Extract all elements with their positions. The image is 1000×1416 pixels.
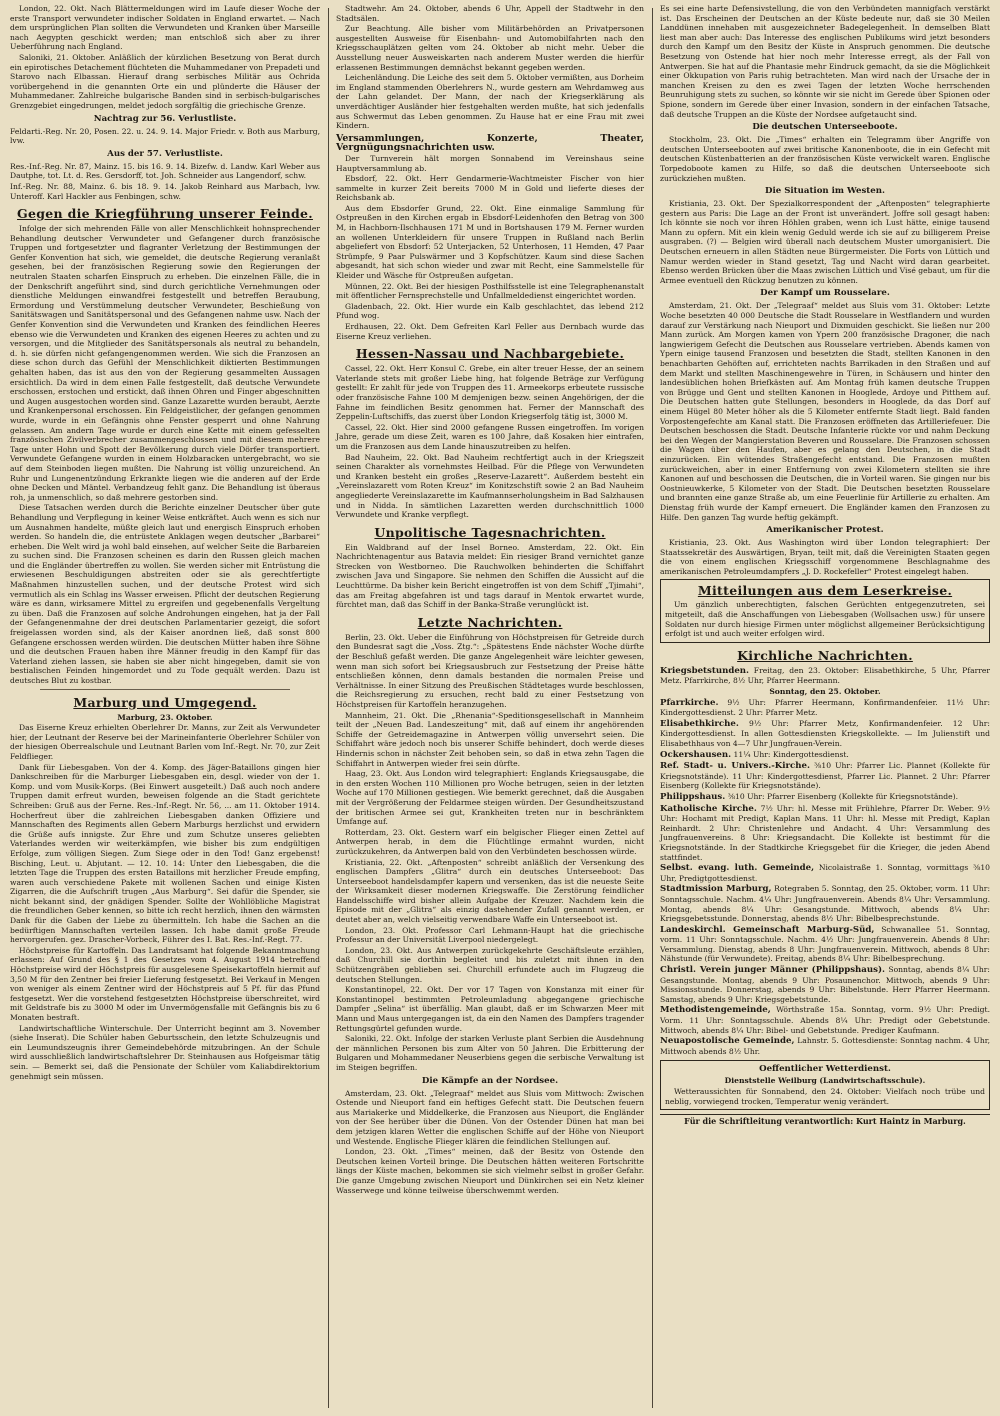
section-title-nachtrag: Nachtrag zur 56. Verlustliste. [93, 113, 237, 124]
news-item: Ein Waldbrand auf der Insel Borneo. Amsterdam, 22. Okt. Ein Nachrichtenagentur aus Batavia meldet: Ein riesiger Brand vernichtet ganze Strecken von Westborneo. Die Rauchwolken behinderten die Schiffahrt zwischen Java und Singapore. Sie nehmen den Schiffen die Aussicht auf die Leuchttürme. Da bisher kein Bericht eingetroffen ist von dem Schiff „Tjimahi“, das am Freitag abgefahren ist und tags darauf in Mentok erwartet wurde, fürchtet man, daß das Schiff in der Banka-Straße verunglückt ist. [336, 542, 644, 610]
church-entry [660, 761, 990, 791]
reader-notice-text: Um gänzlich unberechtigten, falschen Gerüchten entgegenzutreten, sei mitgeteilt, daß die Anschaffungen von Liebesgaben (Wollsachen usw.) für unsere Soldaten nur durch hiesige Firmen unter möglichst allgemeiner Berücksichtigung erfolgt ist und auch weiter erfolgen wird. [665, 600, 985, 639]
church-entry [660, 863, 990, 883]
casualty-entry: Res.-Inf.-Reg. Nr. 87, Mainz. 15. bis 16. 9. 14. Bizefw. d. Landw. Karl Weber aus Dautphe, tot. Lt. d. Res. Gersdorff, tot. Joh. Schneider aus Langendorf, schw. [10, 161, 320, 181]
divider [40, 689, 290, 690]
column-rule [652, 8, 653, 1408]
headline-marburg: Marburg und Umgegend. [73, 694, 257, 710]
local-news-item: Dank für Liebesgaben. Von der 4. Komp. des Jäger-Bataillons gingen hier Dankschreiben für die Marburger Liebesgaben ein, desgl. wieder von der 1. Komp. und vom Musik-Korps. (Bei Einwert ausgeteilt.) Daß auch noch andere Truppen damit erfreut wurden, beweisen folgende an die Stadt gerichtete Schreiben: Gruß aus der Ferne. Res.-Inf.-Regt. Nr. 56, ... am 11. Oktober 1914. Hocherfreut über die zahlreichen Liebesgaben danken Offiziere und Mannschaften des Regiments allen Gebern Marburgs herzlichst und erwidern die Grüße aufs innigste. Zur Ehre und zum Schutze unseres geliebten Vaterlandes werden wir weiterkämpfen, wie bisher bis zum endgültigen Erfolge, zum völligen Siegen. Zum Siege oder in den Tod! Ganz ergebenst! Bisching, Leut. u. Abjutant. — 12. 10. 14: Unter den Liebesgaben, die die letzten Tage die Truppen des ersten Bataillons mit herzlicher Freude empfing, waren auch verschiedene Pakete mit wollenen Sachen und einige Kisten Zigarren, die die Aufschrift trugen „Aus Marburg“. Sei dafür die Spender, sie nicht bekannt sind, der gnädigen Spender. Sollte der Wohllöbliche Magistrat die freundlichen Geber kennen, so bitte ich recht herzlich, ihnen den wärmsten Dank für die Gaben der Liebe zu übermitteln. Ich habe die Sachen an die bedürftigen Mannschaften verteilen lassen. Ich habe damit große Freude hervorgerufen. gez. Drascher-Vorbeck, Führer des I. Bat. Res.-Inf.-Regt. 77. [10, 762, 320, 945]
church-entry-name: Landeskirchl. Gemeinschaft Marburg-Süd, [660, 924, 875, 935]
church-entry-text: 9½ Uhr: Pfarrer Metz, Konfirmandenfeier. 12 Uhr: Kindergottesdienst. In allen Gottesdiensten Kriegskollekte. — Im Julienstift und Elisabethhaus von 4—7 Uhr Jungfrauen-Verein. [660, 718, 990, 748]
news-item: Amsterdam, 23. Okt. „Telegraaf“ meldet aus Sluis vom Mittwoch: Zwischen Ostende und Nieuport fand ein heftiges Gefecht statt. Die Deutschen feuern aus Mariakerke und Middelkerke, die Franzosen aus Nieuport, die Engländer von der See herüber über die Dünen. Von der Ostender Dünen hat man bei dem jetzigen klaren Wetter die englischen Schiffe auf der Höhe von Nieuport und Westende. Englische Flieger klären die feindlichen Stellungen auf. [336, 1088, 644, 1146]
local-news-item: Münnen, 22. Okt. Bei der hiesigen Posthilfsstelle ist eine Telegraphenanstalt mit öffentlicher Fernsprechstelle und Unfallmeldedienst eingerichtet worden. [336, 281, 644, 301]
news-item: Konstantinopel, 22. Okt. Der vor 17 Tagen von Konstanza mit einer für Konstantinopel bestimmten Petroleumladung abgegangene griechische Dampfer „Selina“ ist überfällig. Man glaubt, daß er im Schwarzen Meer mit Mann und Maus untergegangen ist, da ein den Namen des Dampfers tragender Rettungsgürtel gefunden wurde. [336, 985, 644, 1033]
article-london: London, 22. Okt. Nach Blättermeldungen wird im Laufe dieser Woche der erste Transport verwundeter indischer Soldaten in England erwartet. — Nach dem ursprünglichen Plan sollten die Verwundeten und Kranken über Marseille nach Aegypten geschickt werden; man entschloß sich aber zu ihrer Ueberführung nach England. [10, 4, 320, 52]
news-item: Kristiania, 23. Okt. Aus Washington wird über London telegraphiert: Der Staatssekretär des Auswärtigen, Bryan, teilt mit, daß die Vereinigten Staaten gegen die von einem englischen Kriegsschiff vorgenommene Beschlagnahme des amerikanischen Petroleumdampfers „J. D. Rockefeller“ Protest eingelegt haben. [660, 538, 990, 576]
church-entry [660, 884, 990, 923]
editor-footer: Für die Schriftleitung verantwortlich: Kurt Haintz in Marburg. [660, 1114, 990, 1127]
local-news-item: Zur Beachtung. Alle bisher vom Militärbehörden an Privatpersonen ausgestellten Ausweise für Eisenbahn- und Automobilfahrten nach den Kriegsschauplätzen gelten vom 24. Oktober ab nicht mehr. Ueber die Ausstellung neuer Ausweiskarten nach anderem Muster werden die hierfür erlassenen Bestimmungen demnächst bekannt gegeben werden. [336, 24, 644, 72]
church-entry [660, 698, 990, 718]
church-entry-text: 9½ Uhr: Pfarrer Heermann, Konfirmandenfeier. 11½ Uhr: Kindergottesdienst. 2 Uhr: Pfarrer Metz. [660, 697, 990, 718]
church-entry-text: 11¼ Uhr: Kindergottesdienst. [733, 749, 849, 759]
headline-unpolitische: Unpolitische Tagesnachrichten. [374, 524, 606, 540]
church-entry-text: Freitag, den 23. Oktober: Elisabethkirche, 5 Uhr, Pfarrer Metz. Pfarrkirche, 8½ Uhr, Pfarrer Heermann. [660, 665, 990, 686]
church-entry-name: Pfarrkirche. [660, 697, 719, 708]
church-entry [660, 719, 990, 749]
church-entry-name: Ref. Stadt- u. Univers.-Kirche. [660, 761, 810, 772]
news-item: Rotterdam, 23. Okt. Gestern warf ein belgischer Flieger einen Zettel auf Antwerpen herab, in dem die Flüchtlinge ermahnt wurden, nicht zurückzukehren, da Antwerpen bald von den Verbündeten beschossen würde. [336, 827, 644, 856]
church-entry-text: ⅜10 Uhr: Pfarrer Lic. Plannet (Kollekte für Kriegsnotstände). 11 Uhr: Kindergottesdienst, Pfarrer Lic. Plannet. 2 Uhr: Pfarrer Eisenberg (Kollekte für Kriegsnotstände). [660, 761, 990, 791]
dateline: Marburg, 23. Oktober. [117, 712, 213, 722]
weather-box [660, 1060, 990, 1110]
news-item: London, 23. Okt. Professor Carl Lehmann-Haupt hat die griechische Professur an der Universität Liverpool niedergelegt. [336, 925, 644, 945]
church-schedule-list [660, 666, 990, 1057]
section-title-wetter: Oeffentlicher Wetterdienst. [759, 1064, 891, 1075]
church-entry [660, 965, 990, 1004]
church-entry-name: Kriegsbetstunden. [660, 665, 750, 676]
column-rule [328, 8, 329, 1408]
local-news-item: Erdhausen, 22. Okt. Dem Gefreiten Karl Feller aus Dernbach wurde das Eiserne Kreuz verliehen. [336, 322, 644, 341]
church-entry-name: Neuapostolische Gemeinde, [660, 1036, 795, 1047]
church-entry-name: Elisabethkirche. [660, 718, 739, 729]
weather-station: Dienststelle Weilburg (Landwirtschaftsschule). [724, 1076, 926, 1086]
church-entry-name: Katholische Kirche. [660, 803, 757, 814]
church-entry [660, 925, 990, 964]
article-paragraph: Infolge der sich mehrenden Fälle von aller Menschlichkeit hohnsprechender Behandlung deutscher Verwundeter und Gefangener durch französische Truppen und fortgesetzter und flagranter Verletzung der Bestimmungen der Genfer Konvention hat sich, wie gemeldet, die deutsche Regierung veranlaßt gesehen, bei der französischen Regierung sowie den Regierungen der neutralen Staaten scharfen Einspruch zu erheben. Die einzelnen Fälle, die in der Denkschrift angeführt sind, sind durch gerichtliche Vernehmungen oder dienstliche Meldungen einwandfrei festgestellt und betreffen Beraubung, Ermordung und Verstümmelung deutscher Verwundeter, Beschießung von Sanitätswagen und Sanitätspersonal und des Gefangenen nahme usw. Nach der Genfer Konvention sind die Verwundeten und Kranken des feindlichen Heeres ebenso wie die Verwundeten und Kranken des eigenen Heeres zu achten und zu versorgen, und die Mitglieder des Sanitätspersonals als neutral zu behandeln, d. h. sie dürfen nicht gefangengenommen werden. Wie sich die Franzosen an diese schon durch das Gefühl der Menschlichkeit diktierten Bestimmungen gehalten haben, das ist aus den von der Regierung gesammelten Aussagen ersichtlich. Da wird in dem einen Falle festgestellt, daß deutsche Verwundete erschossen, erstochen und erstickt, daß ihnen Ohren und Finger abgeschnitten und Augen ausgestochen worden sind. Ganze Lazarette wurden beraubt, Aerzte und Krankenpersonal erschossen. Ein Feldgeistlicher, der gefangen genommen wurde, wurde in ein Gefängnis ohne Fenster gesperrt und ohne Nahrung gelassen. Am andern Tage wurde er durch eine Kette mit einem gefesselten französischen Zivilverbrecher zusammengeschlossen und mit diesem mehrere Tage unter Hohn und Spott der Bevölkerung durch viele Dörfer transportiert. Verwundete Gefangene wurden in einem Holzbaracken untergebracht, wo sie auf dem Steinboden liegen mußten. Die Nahrung ist völlig unzureichend. An Ruhr und Lungenentzündung Erkrankte liegen wie die anderen auf der Erde ohne Decken und Mäntel. Verbandzeug fehlt ganz. Die Behandlung ist überaus roh, ja unmenschlich, so daß mehrere gestorben sind. [10, 224, 320, 502]
church-entry [660, 750, 990, 761]
news-item: London, 23. Okt. „Times“ meinen, daß der Besitz von Ostende den Deutschen keinen Vorteil bringe. Die Deutschen hätten weiteren Fortschritte längs der Küste machen, bekommen sie sich vielmehr selbst in großer Gefahr. Die ganze Umgebung zwischen Nieuport und Dünkirchen sei ein Netz kleiner Wasserwege und könne teilweise überschwemmt werden. [336, 1147, 644, 1195]
church-entry-text: Sonntag, den 25. Oktober. [769, 687, 881, 697]
church-entry [660, 1005, 990, 1035]
local-news-item: Gladenbach, 22. Okt. Hier wurde ein Kalb geschlachtet, das lebend 212 Pfund wog. [336, 301, 644, 321]
casualty-entry: Feldarti.-Reg. Nr. 20, Posen. 22. u. 24. 9. 14. Major Friedr. v. Both aus Marburg, lvw. [10, 126, 320, 146]
church-entry [660, 804, 990, 863]
section-title-nordsee: Die Kämpfe an der Nordsee. [421, 1075, 559, 1086]
reader-notice-box [660, 579, 990, 642]
headline-letzte-nachrichten: Letzte Nachrichten. [417, 614, 563, 630]
church-entry-name: Philippshaus. [660, 791, 726, 802]
church-entry-text: Nicolaistraße 1. Sonntag, vormittags ⅜10 Uhr, Predigtgottesdienst. [660, 863, 990, 883]
news-item: Kristiania, 22. Okt. „Aftenposten“ schreibt anläßlich der Versenkung des englischen Dampfers „Glitra“ durch ein deutsches Unterseeboot: Das Unterseeboot handelsdampfer kapern und versenken, das ist die neueste Seite der Wirksamkeit dieser modernen Kriegswaffe. Die Zerstörung feindlicher Handelsschiffe wird bisher allein Aufgabe der Kreuzer. Nachdem kein die Episode mit der „Glitra“ als einzig dastehender Zufall genannt werden, er deutet aber an, welch vielseitig verwendbare Waffe ein Unterseeboot ist. [336, 857, 644, 925]
news-item: Berlin, 23. Okt. Ueber die Einführung von Höchstpreisen für Getreide durch den Bundesrat sagt die „Voss. Ztg.“: „Spätestens Ende nächster Woche dürfte der Beschluß gefaßt werden. Die ganze Angelegenheit wäre leichter gewesen, wenn man sich sofort bei Kriegsausbruch zur Festsetzung der Preise hätte entschließen können, denn damals bestanden die normalen Preise und Verhältnisse. In einer Sitzung des Preußischen Städtetages wurde beschlossen, die Reichsregierung zu ersuchen, recht bald zu einer Festsetzung von Höchstpreisen für Kartoffeln heranzugehen. [336, 632, 644, 709]
local-news-item: Höchstpreise für Kartoffeln. Das Landratsamt hat folgende Bekanntmachung erlassen: Auf Grund des § 1 des Gesetzes vom 4. August 1914 betreffend Höchstpreise wird der Höchstpreis für ausgelesene Speisekartoffeln hiermit auf 3,50 M für den Zentner bei freier Lieferung festgesetzt. Bei Verkauf in Mengen von weniger als einem Zentner wird der Höchstpreis auf 5 Pf. für das Pfund festgesetzt. Wer die vorstehend festgesetzten Höchstpreise überschreitet, wird mit Geldstrafe bis zu 3000 M oder im Unvermögensfalle mit Gefängnis bis zu 6 Monaten bestraft. [10, 945, 320, 1022]
local-news-item: Das Eiserne Kreuz erhielten Oberlehrer Dr. Manns, zur Zeit als Verwundeter hier, der Leutnant der Reserve bei der Marineinfanterie Oberlehrer Schüler von der hiesigen Oberrealschule und Leutnant Barlen vom Inf.-Regt. Nr. 70, zur Zeit Feldflieger. [10, 723, 320, 761]
local-news-item: Ebsdorf, 22. Okt. Herr Gendarmerie-Wachtmeister Fischer von hier sammelte in kurzer Zeit bereits 7000 M in Gold und lieferte dieses der Reichsbank ab. [336, 174, 644, 203]
regional-news-item: Cassel, 22. Okt. Hier sind 2000 gefangene Russen eingetroffen. Im vorigen Jahre, gerade um diese Zeit, waren es 100 Jahre, daß Kosaken hier eintrafen, um die Franzosen aus dem Lande hinauszutreiben zu helfen. [336, 422, 644, 451]
local-news-item: Stadtwehr. Am 24. Oktober, abends 6 Uhr, Appell der Stadtwehr in den Stadtsälen. [336, 4, 644, 23]
column-3 [654, 0, 996, 1410]
section-title-verlustliste: Aus der 57. Verlustliste. [107, 148, 223, 159]
local-news-item: Leichenländung. Die Leiche des seit dem 5. Oktober vermißten, aus Dorheim im England stammenden Oberlehrers N., wurde gestern am Wehrdamweg aus der Lahn gelandet. Der Mann, der nach der Kriegserklärung als unverdächtiger Ausländer hier festgehalten werden mußte, hat sich jedenfalls aus Schwermut das Leben genommen. Zu Hause hat er eine Frau mit zwei Kindern. [336, 73, 644, 131]
church-entry-text: Rotegraben 5. Sonntag, den 25. Oktober, vorm. 11 Uhr: Sonntagsschule. Nachm. 4¼ Uhr: Jungfrauenverein. Abends 8¼ Uhr: Versammlung. Montag, abends 8¼ Uhr: Gesangstunde. Mittwoch, abends 8¼ Uhr: Kriegsgebetsstunde. Donnerstag, abends 8½ Uhr: Bibelbesprechstunde. [660, 884, 990, 924]
church-entry-name: Christl. Verein junger Männer (Philippshaus). [660, 965, 886, 976]
church-entry-name: Selbst. evang. luth. Gemeinde, [660, 863, 815, 874]
casualty-entry: Inf.-Reg. Nr. 88, Mainz. 6. bis 18. 9. 14. Jakob Reinhard aus Marbach, lvw. Unteroff. Karl Hackler aus Fenbingen, schw. [10, 181, 320, 201]
article-paragraph: Diese Tatsachen werden durch die Berichte einzelner Deutscher über gute Behandlung und Verpflegung in keiner Weise entkräftet. Auch wenn es sich nur um Ausnahmen handelte, müßte gleich laut und energisch Einspruch erhoben werden. So handeln die, die entrüstete Anklagen wegen deutscher „Barbarei“ erheben. Die Welt wird ja wohl bald einsehen, auf welcher Seite die Barbareien zu suchen sind. Die Franzosen scheinen es darin den Russen gleich machen und die Engländer übertreffen zu wollen. Sie werden sicher mit Entrüstung die erwiesenen Beschuldigungen abstreiten oder sie als gerechtfertigte Maßnahmen hinzustellen suchen, und der deutsche Protest wird sich vermutlich als ein Schlag ins Wasser erweisen. Pflicht der deutschen Regierung wäre es dann, wirksamere Mittel zu ergreifen und gegebenenfalls Vergeltung zu üben. Daß die Franzosen auf solche Androhungen eingehen, hat ja der Fall der Gefangenenmahne der drei deutschen Parlamentarier gezeigt, die sofort freigelassen worden sind, als der Kaiser anordnen ließ, daß sonst 800 Gefangene erschossen werden würden. Die deutschen Mütter haben ihre Söhne und die deutschen Frauen haben ihre Männer freudig in den Kampf für das Vaterland ziehen lassen, sie haben sie aber nicht hingegeben, damit sie von bestialischen Feinden hingemordet und zu Tode gequält werden. Dazu ist deutsches Blut zu kostbar. [10, 503, 320, 685]
news-item: Es sei eine harte Defensivstellung, die von den Verbündeten mannigfach verstärkt ist. Das Erscheinen der Deutschen an der Küste bedeute nur, daß sie 30 Meilen Landdünen innehaben mit ausgezeichneter Badegelegenheit. In demselben Blatt liest man aber auch: Das Interesse des englischen Publikums wird jetzt besonders durch den Kampf um den Besitz der Küste in Anspruch genommen. Die deutsche Besetzung von Ostende hat hier noch mehr Interesse erregt, als der Fall von Antwerpen. Sie hat auf die Phantasie mehr Eindruck gemacht, da sie die Möglichkeit einer Okkupation von Paris ruhig betrachteten. Man wird nach der Ursache der in manchen Kreisen zu den es zwei Tagen der letzten Woche herrschenden Beunruhigung stets zu suchen, so könnte wir sie nicht im Gerede über Spionen oder Spione, sondern im Gerede über einer Invasion, sondern in der einfachen Tatsache, daß deutsche Truppen an die Küste der Nordsee aufgetaucht sind. [660, 4, 990, 119]
column-2 [330, 0, 650, 1410]
church-entry-text: 7½ Uhr: hl. Messe mit Frühlehre, Pfarrer Dr. Weber. 9½ Uhr: Hochamt mit Predigt, Kaplan Mans. 11 Uhr: hl. Messe mit Predigt, Kaplan Reinhardt. 2 Uhr: Christenlehre und Andacht. 4 Uhr: Versammlung des Jungfrauenvereins. 8 Uhr: Kriegsandacht. Die Kollekte ist bestimmt für die Kriegsnotstände. In der Stadtkirche Kriegsgebet für die Krieger, die jeden Abend stattfindet. [660, 803, 990, 862]
church-entry-name: Methodistengemeinde, [660, 1005, 771, 1016]
news-item: Kristiania, 23. Okt. Der Spezialkorrespondent der „Aftenposten“ telegraphierte gestern aus Paris: Die Lage an der Front ist unverändert. Joffre soll gesagt haben: Ich könnte sie noch vor ihren Höhlen graben, wenn ich Lust hätte, einige tausend Mann zu opfern. Mit ein klein wenig Geduld werde ich sie auf zu billigerem Preise ausgraben. (?) — Belgien wird überall nach deutschem Muster umorganisiert. Die Deutschen erneuern in allen Städten neue Bürgermeister. Die Forts von Lüttich und Namur werden wieder in Stand gesetzt, Tag und Nacht wird daran gearbeitet. Ebenso werden Brücken über die Maas zwischen Lüttich und Visé gebaut, um für die Armee eventuell den Rückzug benutzen zu können. [660, 199, 990, 285]
local-news-item: Landwirtschaftliche Winterschule. Der Unterricht beginnt am 3. November (siehe Inserat). Die Schüler haben Geburtsschein, den letzte Schulzeugnis und ein Leumundszeugnis ihrer Gemeindebehörde mitzubringen. An der Schule wird ausschließlich landwirtschaftslehrer Dr. Steinhausen aus Hofgeismar tätig sein. — Bemerkt sei, daß die Pensionate der Schüler vom Kaliabdirektorium genehmigt sein müssen. [10, 1023, 320, 1081]
church-entry-text: Lahnstr. 5. Gottesdienste: Sonntag nachm. 4 Uhr, Mittwoch abends 8½ Uhr. [660, 1036, 991, 1056]
news-item: Stockholm, 23. Okt. Die „Times“ erhalten ein Telegramm über Angriffe von deutschen Unterseebooten auf zwei britische Kanonenboote, die in ein Gefecht mit deutschen Küstenbatterien an der französischen Küste verwickelt waren. Englische Torpedoboote kamen zu Hilfe, so daß die deutschen Unterseeboote sich zurückziehen mußten. [660, 135, 990, 183]
headline-kriegfuehrung: Gegen die Kriegführung unserer Feinde. [17, 206, 313, 222]
church-entry [660, 792, 990, 803]
church-entry-text: Sonntag, abends 8¼ Uhr: Gesangstunde. Montag, abends 9 Uhr: Posaunenchor. Mittwoch, abends 9 Uhr: Missionsstunde. Donnerstag, abends 9 Uhr: Bibelstunde. Herr Pfarrer Heermann. Samstag, abends 9 Uhr: Kriegsgebetstunde. [660, 965, 990, 1004]
church-entry-name: Ockershausen. [660, 749, 732, 760]
church-entry [660, 687, 990, 697]
headline-leserkreise: Mitteilungen aus dem Leserkreise. [697, 583, 953, 599]
news-item: Haag, 23. Okt. Aus London wird telegraphiert: Englands Kriegsausgabe, die in den ersten Wochen 110 Millionen pro Woche betrugen, seien in der letzten Woche auf 170 Millionen gestiegen. Wie bemerkt gerechnet, daß die Ausgaben mit der Vergrößerung der Feldarmee steigen würden. Der Gesundheitszustand der britischen Armee sei gut, Krankheiten treten nur in beschränktem Umfange auf. [336, 769, 644, 827]
weather-forecast: Wetteraussichten für Sonnabend, den 24. Oktober: Vielfach noch trübe und neblig, vorwiegend trocken, Temperatur wenig verändert. [665, 1087, 985, 1106]
regional-news-item: Cassel, 22. Okt. Herr Konsul C. Grebe, ein alter treuer Hesse, der an seinem Vaterlande stets mit großer Liebe hing, hat folgende Beträge zur Verfügung gestellt: Er zahlt für jede von Truppen des 11. Armeekorps erbeutete russische oder französische Fahne 100 M demjenigen bezw. seinen Angehörigen, der die Fahne im feindlichen Besitz genommen hat. Ferner der Mannschaft des Zeppelin-Luftschiffs, das zuerst über London Kriegserfolg tätig ist, 3000 M. [336, 364, 644, 422]
church-entry-name: Stadtmission Marburg, [660, 884, 772, 895]
article-saloniki: Saloniki, 21. Oktober. Anläßlich der kürzlichen Besetzung von Berat durch ein epirotisches Detachement flüchteten die Muhammedaner von Prepadeti und Starovo nach Elbassan. Hierauf drang serbisches Militär aus Ochrida vorübergehend in die genannten Orte ein und plünderte die Häuser der Muhammedaner. Zahlreiche bulgarische Banden sind in serbisch-bulgarisches Grenzgebiet eingedrungen, meldet jedoch sorgfältig die griechische Grenze. [10, 52, 320, 110]
local-news-item: Aus dem Ebsdorfer Grund, 22. Okt. Eine einmalige Sammlung für Ostpreußen in den Kirchen ergab in Ebsdorf-Leidenhofen den Betrag von 300 M, in Hachborn-Ilschhausen 171 M und in Bortshausen 179 M. Ferner wurden an wollenen Unterkleidern für unsere Truppen in Rußland nach Berlin abgeliefert von Ebsdorf: 52 Unterjacken, 52 Unterhosen, 11 Hemden, 47 Paar Strümpfe, 9 Paar Pulswärmer und 3 Kopfschützer. Kaum sind diese Sachen abgesandt, hat sich schon wieder und zwar mit Recht, eine Sammelstelle für Kleider und Wäsche für Ostpreußen aufgetan. [336, 203, 644, 281]
church-entry-text: ⅜10 Uhr: Pfarrer Eisenberg (Kollekte für Kriegsnotstände). [727, 791, 959, 801]
section-title-westen: Die Situation im Westen. [765, 186, 885, 197]
church-entry [660, 666, 990, 686]
regional-news-item: Bad Nauheim, 22. Okt. Bad Nauheim rechtfertigt auch in der Kriegszeit seinen Charakter als vornehmstes Heilbad. Für die Pflege von Verwundeten und Kranken besteht ein großes „Reserve-Lazarett“. Außerdem besteht ein „Vereinslazarett vom Roten Kreuz“ im Konitzschstift sowie 2 an Bad Nauheim angegliederte Vereinslazarette im Kaufmannserholungsheim in Bad Salzhausen und in Nidda. In sämtlichen Lazaretten werden durchschnittlich 1000 Verwundete und Kranke verpflegt. [336, 452, 644, 520]
local-news-item: Der Turnverein hält morgen Sonnabend im Vereinshaus seine Hauptversammlung ab. [336, 153, 644, 173]
headline-kirchliche: Kirchliche Nachrichten. [737, 647, 913, 663]
section-title-versammlungen: Versammlungen, Konzerte, Theater, Vergnügungsnachrichten usw. [336, 132, 644, 154]
section-title-unterseeboote: Die deutschen Unterseeboote. [752, 122, 898, 133]
news-item: Saloniki, 22. Okt. Infolge der starken Verluste plant Serbien die Ausdehnung der männlichen Personen bis zum Alter von 50 Jahren. Die Erbitterung der Bulgaren und Mohammedaner Neuserbiens gegen die serbische Verwaltung ist im Steigen begriffen. [336, 1034, 644, 1072]
news-item: Amsterdam, 21. Okt. Der „Telegraaf“ meldet aus Sluis vom 31. Oktober: Letzte Woche besetzten 40 000 Deutsche die Stadt Rousselare in Westflandern und wurden darauf zur Verstärkung nach Nieuport und Dixmuiden geschickt. Sie ließen nur 200 Mann zurück. Am Morgen kamen von Ypern 200 französische Dragoner, die nach langwierigem Gefecht die Deutschen aus Rousselare vertrieben. Abends kamen von Ypern einige tausend Franzosen und besetzten die Stadt, stellten Kanonen in den benachbarten Gehöften auf, errichteten nachts Barrikaden in den Straßen und auf dem Markt und stellten Maschinengewehre in Türen, in Schäusern und hinter den landesüblichen hohen Briefkästen auf. Am Montag früh kamen deutsche Truppen von Brügge und Gent und stellten Kanonen in Hooglede, Ardoye und Pitthem auf. Die Deutschen hatten gute Stellungen, besonders in Hooglede, da das Dorf auf einem Hügel 80 Meter höher als die 5 Kilometer entfernte Stadt liegt. Bald fanden Vorpostengefechte am Kanal statt. Die Franzosen eröffneten das Artilleriefeuer. Die Deutschen beschossen die Stadt. Deutsche Infanterie rückte vor und nahm Deckung bei den Wegen der Mangierstation Beveren und Rousselare. Die Franzosen schossen die Wagen über den Haufen, aber es gelang den Deutschen, in die Stadt einzurücken. Ein wütendes Straßengefecht entstand. Die Franzosen mußten zurückweichen, aber in einer Entfernung von zwei Kilometern stellten sie ihre Kanonen auf und beschossen die Deutschen, die in Vorteil waren. Sie gingen nur bis Oostnieuwkerke, 5 Kilometer von der Stadt. Die Deutschen besetzten Rousselare und brannten eine ganze Straße ab, um eine Feuerlinie für Artillerie zu erhalten. Am Dienstag früh wurde der Kampf erneuert. Die Engländer kamen den Franzosen zu Hilfe. Den ganzen Tag wurde heftig gekämpft. [660, 301, 990, 522]
headline-hessen-nassau: Hessen-Nassau und Nachbargebiete. [355, 346, 625, 362]
section-title-rousselare: Der Kampf um Rousselare. [760, 288, 890, 299]
church-entry-text: Schwanallee 51. Sonntag, vorm. 11 Uhr: Sonntagsschule. Nachm. 4½ Uhr: Jungfrauenverein. Abends 8 Uhr: Versammlung. Dienstag, abends 8 Uhr: Jungfrauenverein. Mittwoch, abends 8 Uhr: Nähstunde (für Verwundete). Freitag, abends 8¼ Uhr: Bibelbesprechung. [660, 924, 991, 964]
church-entry-text: Wörthstraße 15a. Sonntag, vorm. 9½ Uhr: Predigt. Vorm. 11 Uhr: Sonntagsschule. Abends 8¼ Uhr: Predigt oder Gebetstunde. Mittwoch, abends 8¼ Uhr: Bibel- und Gebetstunde. Prediger Kaufmann. [660, 1005, 990, 1035]
church-entry [660, 1036, 990, 1056]
column-1 [4, 0, 326, 1410]
news-item: London, 23. Okt. Aus Antwerpen zurückgekehrte Geschäftsleute erzählen, daß Churchill sie dorthin begleitet und bis zuletzt mit ihnen in den Schützengräben geblieben sei. Churchill erfundete auch im Flugzeug die deutschen Stellungen. [336, 945, 644, 984]
section-title-protest: Amerikanischer Protest. [766, 525, 884, 536]
news-item: Mannheim, 21. Okt. Die „Rhenania“-Speditionsgesellschaft in Mannheim teilt der „Neuen Bad. Landeszeitung“ mit, daß auf einem ihr angehörenden Schiffe der Getreidemagazine in Antwerpen völlig unversehrt seien. Die Schiffahrt wäre jedoch noch bis unserer Schiffe behindert, doch werde dieses Hindernis schon in nächster Zeit behoben sein, so daß in etwa zehn Tagen die Schiffahrt in Antwerpen wieder frei sein dürfte. [336, 710, 644, 768]
